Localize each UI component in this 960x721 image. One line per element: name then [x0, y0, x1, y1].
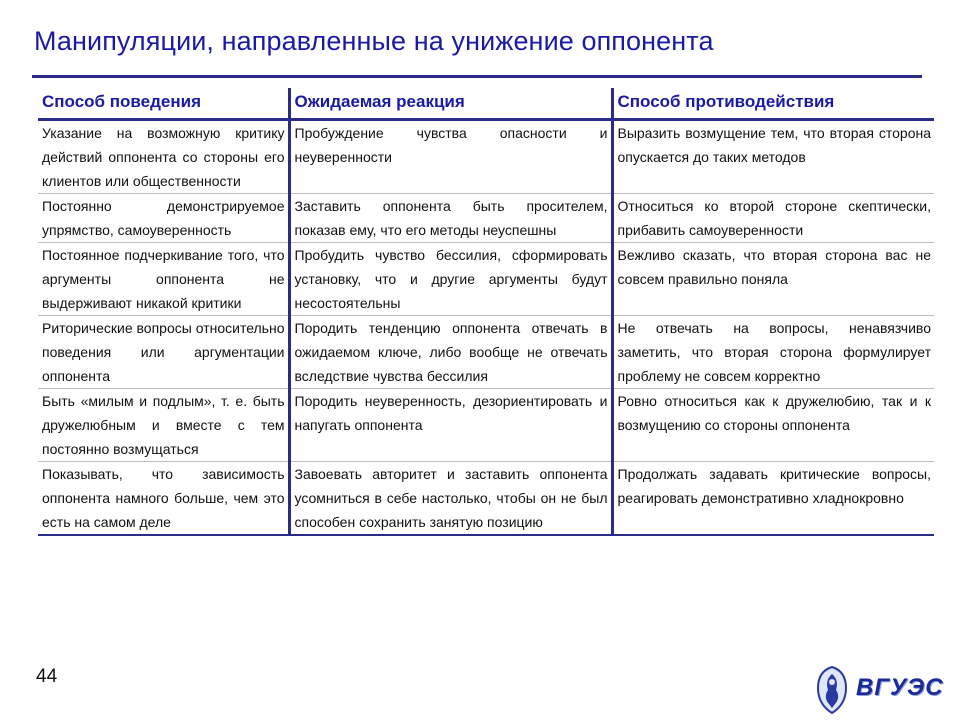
column-header-countermeasure: Способ противодействия [612, 88, 934, 120]
table-cell-countermeasure: Ровно относиться как к дружелюбию, так и к возмущению со стороны оппонента [612, 389, 934, 462]
manipulation-table [38, 88, 934, 536]
table-cell-reaction: Пробудить чувство бессилия, сформировать установку, что и другие аргументы будут несостоятельны [289, 243, 612, 316]
table-row [38, 120, 934, 194]
table-row [38, 243, 934, 316]
table-cell-reaction: Породить тенденцию оппонента отвечать в ожидаемом ключе, либо вообще не отвечать вследствие чувства бессилия [289, 316, 612, 389]
table-cell-reaction: Пробуждение чувства опасности и неуверенности [289, 120, 612, 194]
table-cell-behavior: Риторические вопросы относительно поведения или аргументации оппонента [38, 316, 289, 389]
table-cell-behavior: Быть «милым и подлым», т. е. быть дружелюбным и вместе с тем постоянно возмущаться [38, 389, 289, 462]
table-cell-countermeasure: Не отвечать на вопросы, ненавязчиво заметить, что вторая сторона формулирует проблему не совсем корректно [612, 316, 934, 389]
slide-title: Манипуляции, направленные на унижение оппонента [34, 26, 714, 56]
column-header-behavior: Способ поведения [38, 88, 289, 120]
table-cell-countermeasure: Вежливо сказать, что вторая сторона вас не совсем правильно поняла [612, 243, 934, 316]
table-cell-behavior: Постоянно демонстрируемое упрямство, самоуверенность [38, 194, 289, 243]
table-cell-countermeasure: Выразить возмущение тем, что вторая сторона опускается до таких методов [612, 120, 934, 194]
table-cell-countermeasure: Продолжать задавать критические вопросы, реагировать демонстративно хладнокровно [612, 462, 934, 536]
column-header-reaction: Ожидаемая реакция [289, 88, 612, 120]
table-row [38, 194, 934, 243]
emblem-icon [812, 664, 852, 716]
page-number: 44 [36, 666, 58, 687]
table-cell-behavior: Показывать, что зависимость оппонента намного больше, чем это есть на самом деле [38, 462, 289, 536]
table-cell-behavior: Указание на возможную критику действий оппонента со стороны его клиентов или общественности [38, 120, 289, 194]
university-logo [812, 664, 944, 716]
table-row [38, 462, 934, 536]
table-row [38, 316, 934, 389]
table-cell-countermeasure: Относиться ко второй стороне скептически, прибавить самоуверенности [612, 194, 934, 243]
table-header-row [38, 88, 934, 120]
title-underline [32, 75, 922, 78]
table-cell-behavior: Постоянное подчеркивание того, что аргументы оппонента не выдерживают никакой критики [38, 243, 289, 316]
table-cell-reaction: Заставить оппонента быть просителем, показав ему, что его методы неуспешны [289, 194, 612, 243]
logo-wordmark: ВГУЭС [856, 674, 944, 701]
table-cell-reaction: Породить неуверенность, дезориентировать и напугать оппонента [289, 389, 612, 462]
table-row [38, 389, 934, 462]
table-cell-reaction: Завоевать авторитет и заставить оппонента усомниться в себе настолько, чтобы он не был способен сохранить занятую позицию [289, 462, 612, 536]
